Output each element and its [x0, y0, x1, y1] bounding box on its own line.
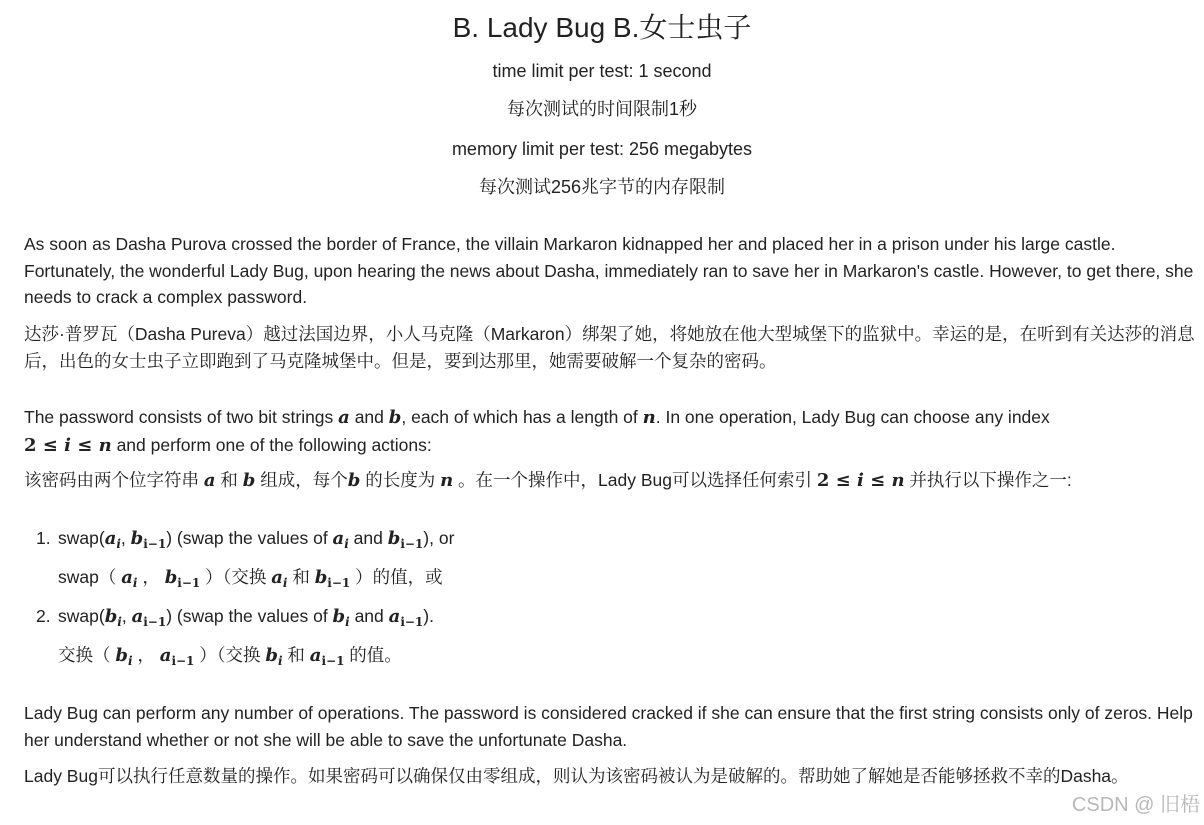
- password-paragraph-cn: 该密码由两个位字符串 a 和 b 组成，每个b 的长度为 n 。在一个操作中，Lady Bug可以选择任何索引 2 ≤ i ≤ n 并执行以下操作之一:: [24, 470, 1072, 491]
- memory-limit-cn: 每次测试256兆字节的内存限制: [478, 177, 726, 197]
- operation-item-1-en: 1. $swap(a_i$, $b_{i-1}$) (swap the values of $a_i$ and $b_{i-1}$), or: [36, 528, 455, 551]
- operation-item-1-cn: swap（ $a_i$ ， $b_{i-1}$ ）（交换 $a_i$ 和 $b_{i-1}$ ）的值，或: [58, 567, 443, 590]
- goal-paragraph-cn: Lady Bug可以执行任意数量的操作。如果密码可以确保仅由零组成，则认为该密码被认为是破解的。帮助她了解她是否能够拯救不幸的Dasha。: [24, 766, 1129, 786]
- memory-limit-en: memory limit per test: 256 megabytes: [451, 139, 753, 159]
- csdn-watermark: CSDN @ 旧梧: [1071, 794, 1200, 816]
- time-limit-cn: 每次测试的时间限制1秒: [506, 99, 697, 119]
- problem-title: B. Lady Bug B.女士虫子: [452, 12, 752, 43]
- time-limit-en: time limit per test: 1 second: [492, 61, 712, 81]
- password-paragraph-en: The password consists of two bit strings a and b, each of which has a length of n. In one operation, Lady Bug can choose any index 2 ≤ i ≤ n and perform one of the following actions:: [24, 407, 1050, 456]
- operation-item-2-en: 2. $swap(b_i$, $a_{i-1}$) (swap the values of $b_i$ and $a_{i-1}$).: [36, 606, 434, 629]
- story-paragraph-cn: 达莎·普罗瓦（Dasha Pureva）越过法国边界，小人马克隆（Markaron）绑架了她，将她放在他大型城堡下的监狱中。幸运的是，在听到有关达莎的消息后，出色的女士虫子立即跑到了马克隆城堡中。但是，要到达那里，她需要破解一个复杂的密码。: [24, 324, 1195, 371]
- goal-paragraph-en: Lady Bug can perform any number of operations. The password is considered cracked if she can ensure that the first string consists only of zeros. Help her understand whether or not she will be able to save the unfortunate Dasha.: [24, 703, 1193, 750]
- operation-item-2-cn: 交换（ $b_i$ ， $a_{i-1}$ ）（交换 $b_i$ 和 $a_{i-1}$ 的值。: [58, 645, 402, 668]
- story-paragraph-en: As soon as Dasha Purova crossed the border of France, the villain Markaron kidnapped her and placed her in a prison under his large castle. Fortunately, the wonderful Lady Bug, upon hearing the news about Dasha, immediately ran to save her in Markaron's castle. However, to get there, she needs to crack a complex password.: [24, 234, 1194, 307]
